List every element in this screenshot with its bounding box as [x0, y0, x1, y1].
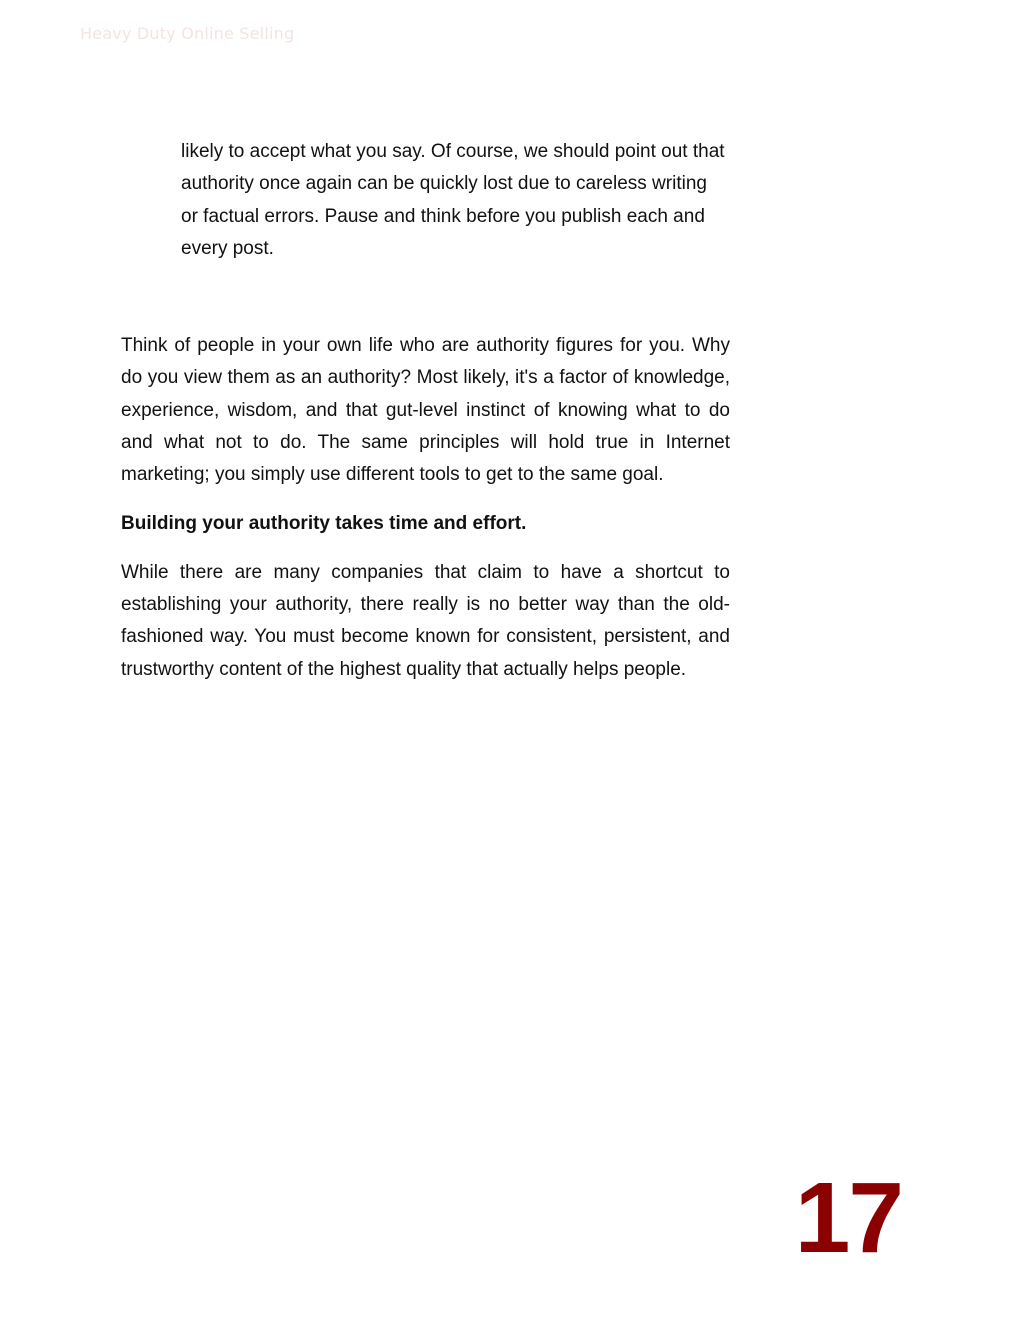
running-header: Heavy Duty Online Selling [80, 24, 295, 43]
indented-text-block [181, 136, 726, 265]
body-paragraph-2: While there are many companies that claim to have a shortcut to establishing your authority, there really is no better way than the old-fashioned way. You must become known for consistent, persistent, and trustworthy content of the highest quality that actually helps people. [121, 561, 730, 680]
section-heading: Building your authority takes time and effort. [121, 512, 527, 534]
main-text-column [121, 330, 730, 702]
indented-paragraph: likely to accept what you say. Of course, we should point out that authority once again can be quickly lost due to careless writing or factual errors. Pause and think before you publish each and every post. [181, 141, 725, 259]
body-paragraph-1: Think of people in your own life who are authority figures for you. Why do you view them as an authority? Most likely, it's a factor of knowledge, experience, wisdom, and that gut-level instinct of knowing what to do and what not to do. The same principles will hold true in Internet marketing; you simply use different tools to get to the same goal. [121, 335, 730, 486]
page-number: 17 [794, 1162, 902, 1274]
